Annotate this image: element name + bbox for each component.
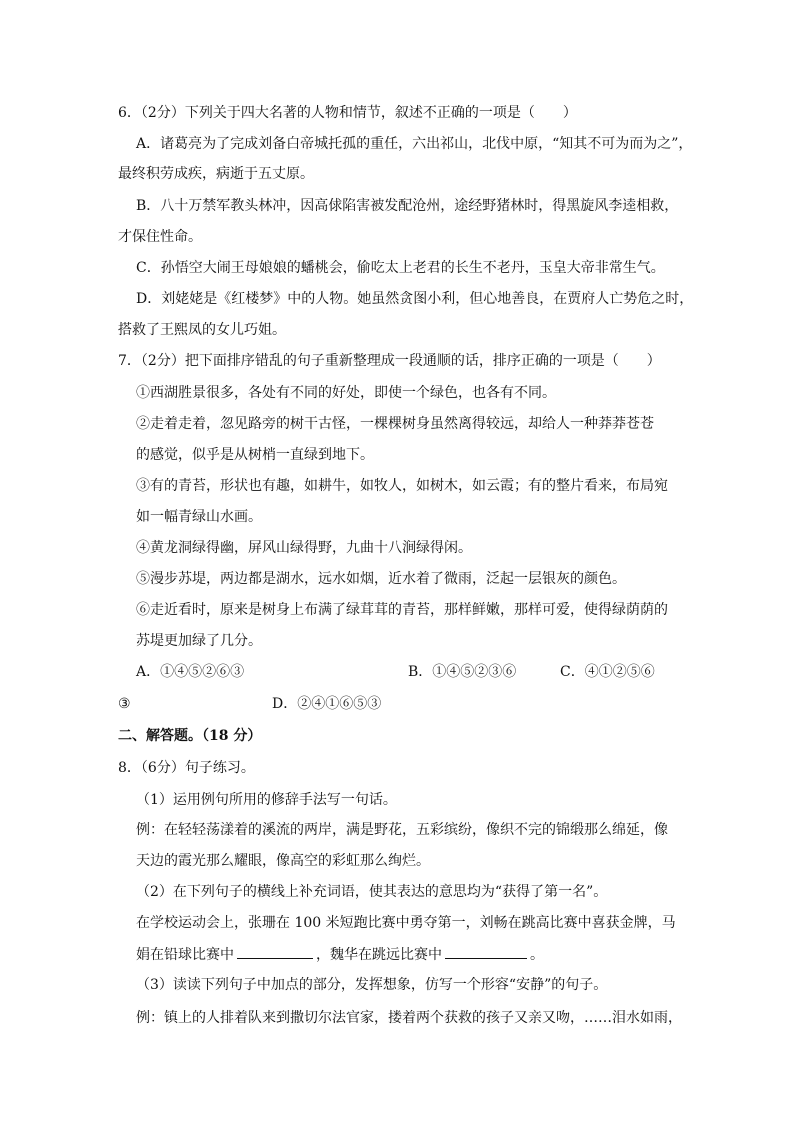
- q7-option-c: C．④①②⑤⑥: [560, 664, 655, 680]
- q7-sentence-3-line1: ③有的青苔，形状也有趣，如耕牛，如牧人，如树木，如云霞；有的整片看来，布局宛: [136, 478, 668, 494]
- q7-sentence-2-line1: ②走着走着，忽见路旁的树干古怪，一棵棵树身虽然离得较远，却给人一种莽莽苍苍: [136, 416, 654, 432]
- q8-part2-text-b: ，魏华在跳远比赛中: [316, 947, 442, 963]
- q8-title: 8．（6分）句子练习。: [118, 760, 255, 776]
- q8-part2-line1: 在学校运动会上，张珊在 100 米短跑比赛中勇夺第一，刘畅在跳高比赛中喜获金牌，马: [136, 915, 676, 931]
- q8-part3-example: 例：镇上的人排着队来到撒切尔法官家，搂着两个获救的孩子又亲又吻，……泪水如雨，: [136, 1010, 682, 1026]
- q7-option-d: D．②④①⑥⑤③: [272, 696, 382, 712]
- q7-sentence-6-line2: 苏堤更加绿了几分。: [136, 633, 262, 649]
- q8-part2-text-a: 娟在铅球比赛中: [136, 947, 234, 963]
- q6-option-b-line1: B．八十万禁军教头林冲，因高俅陷害被发配沧州，途经野猪林时，得黑旋风李逵相救，: [136, 198, 679, 214]
- q8-part1-example-line2: 天边的霞光那么耀眼，像高空的彩虹那么绚烂。: [136, 853, 430, 869]
- q6-title: 6．（2分）下列关于四大名著的人物和情节，叙述不正确的一项是（ ）: [118, 105, 577, 121]
- q8-part2-prompt: （2）在下列句子的横线上补充词语，使其表达的意思均为“获得了第一名”。: [136, 884, 608, 900]
- q7-sentence-5: ⑤漫步苏堤，两边都是湖水，远水如烟，近水着了微雨，泛起一层银灰的颜色。: [136, 571, 626, 587]
- q6-option-a-line1: A．诸葛亮为了完成刘备白帝城托孤的重任，六出祁山，北伐中原，“知其不可为而为之”，: [136, 136, 693, 152]
- q7-option-c-tail: ③: [118, 696, 131, 712]
- q8-part2-line2: [136, 944, 544, 964]
- q7-title: 7．（2分）把下面排序错乱的句子重新整理成一段通顺的话，排序正确的一项是（ ）: [118, 353, 661, 369]
- q6-option-d-line1: D．刘姥姥是《红楼梦》中的人物。她虽然贪图小利，但心地善良，在贾府人亡势危之时，: [136, 291, 694, 307]
- q6-option-d-line2: 搭救了王熙凤的女儿巧姐。: [118, 322, 286, 338]
- q8-part3-prompt: （3）读读下列句子中加点的部分，发挥想象，仿写一个形容“安静”的句子。: [136, 977, 608, 993]
- q7-sentence-4: ④黄龙洞绿得幽，屏风山绿得野，九曲十八涧绿得闲。: [136, 540, 472, 556]
- q8-part1-prompt: （1）运用例句所用的修辞手法写一句话。: [136, 792, 397, 808]
- q7-sentence-6-line1: ⑥走近看时，原来是树身上布满了绿茸茸的青苔，那样鲜嫩，那样可爱，使得绿荫荫的: [136, 602, 668, 618]
- q6-option-b-line2: 才保住性命。: [118, 229, 202, 245]
- answer-blank-1[interactable]: [237, 944, 313, 959]
- q7-sentence-2-line2: 的感觉，似乎是从树梢一直绿到地下。: [136, 447, 374, 463]
- answer-blank-2[interactable]: [445, 944, 527, 959]
- q6-option-a-line2: 最终积劳成疾，病逝于五丈原。: [118, 166, 314, 182]
- q7-option-a: A．①④⑤②⑥③: [136, 664, 245, 680]
- q7-sentence-3-line2: 如一幅青绿山水画。: [136, 509, 262, 525]
- section-heading: 二、解答题。（18 分）: [118, 728, 262, 744]
- q7-sentence-1: ①西湖胜景很多，各处有不同的好处，即使一个绿色，也各有不同。: [136, 385, 556, 401]
- q8-part2-text-end: 。: [530, 947, 544, 963]
- q6-option-c: C．孙悟空大闹王母娘娘的蟠桃会，偷吃太上老君的长生不老丹，玉皇大帝非常生气。: [136, 260, 665, 276]
- q8-part1-example-line1: 例：在轻轻荡漾着的溪流的两岸，满是野花，五彩缤纷，像织不完的锦缎那么绵延，像: [136, 822, 668, 838]
- q7-option-b: B．①④⑤②③⑥: [408, 664, 517, 680]
